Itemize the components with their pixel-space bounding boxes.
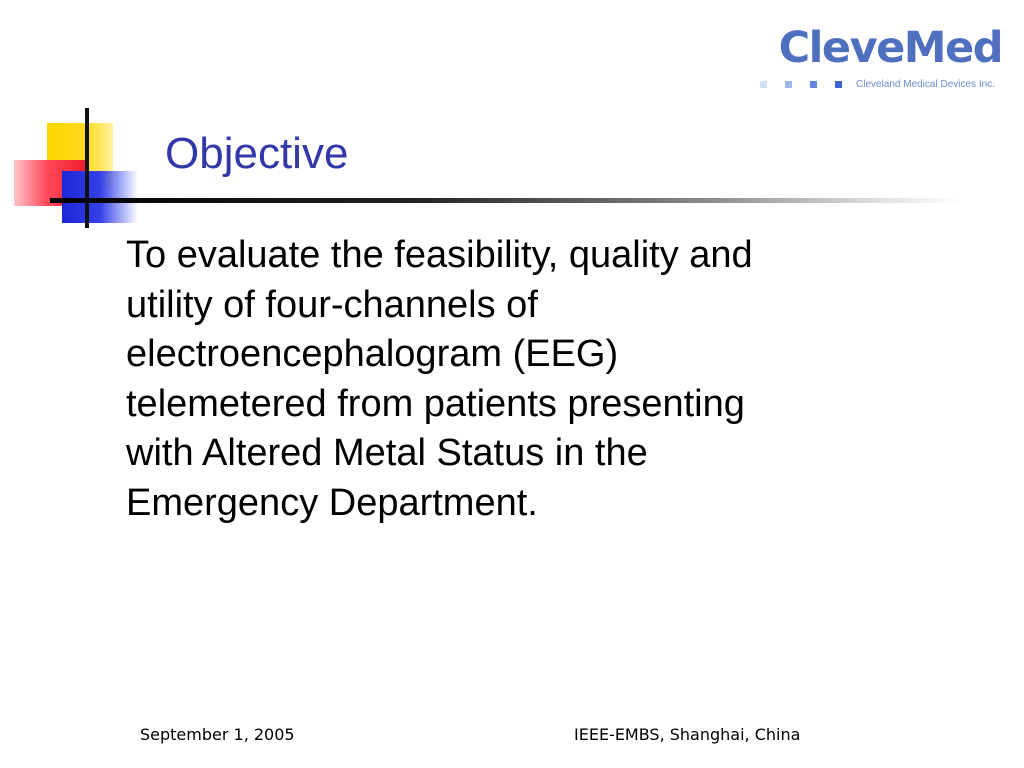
- body-line: Emergency Department.: [126, 481, 538, 524]
- footer-date: September 1, 2005: [140, 725, 295, 744]
- body-line: electroencephalogram (EEG): [126, 333, 619, 375]
- slide-title: Objective: [165, 129, 349, 178]
- logo-tagline: [760, 77, 995, 91]
- logo-square-4: [835, 81, 842, 88]
- logo-square-2: [785, 81, 792, 88]
- title-underline: [50, 198, 962, 203]
- company-logo: [756, 20, 1006, 96]
- decorative-vertical-line: [85, 108, 89, 228]
- logo-square-1: [760, 81, 767, 88]
- body-line: utility of four-channels of: [126, 283, 538, 326]
- footer-event: IEEE-EMBS, Shanghai, China: [574, 725, 801, 744]
- decorative-blue-square: [62, 171, 138, 223]
- logo-subtitle: Cleveland Medical Devices Inc.: [856, 78, 995, 90]
- body-line: To evaluate the feasibility, quality and: [126, 234, 753, 276]
- objective-text: [126, 231, 916, 528]
- body-line: telemetered from patients presenting: [126, 382, 745, 425]
- logo-name: CleveMed: [778, 23, 1002, 73]
- body-line: with Altered Metal Status in the: [126, 432, 648, 474]
- logo-square-3: [810, 81, 817, 88]
